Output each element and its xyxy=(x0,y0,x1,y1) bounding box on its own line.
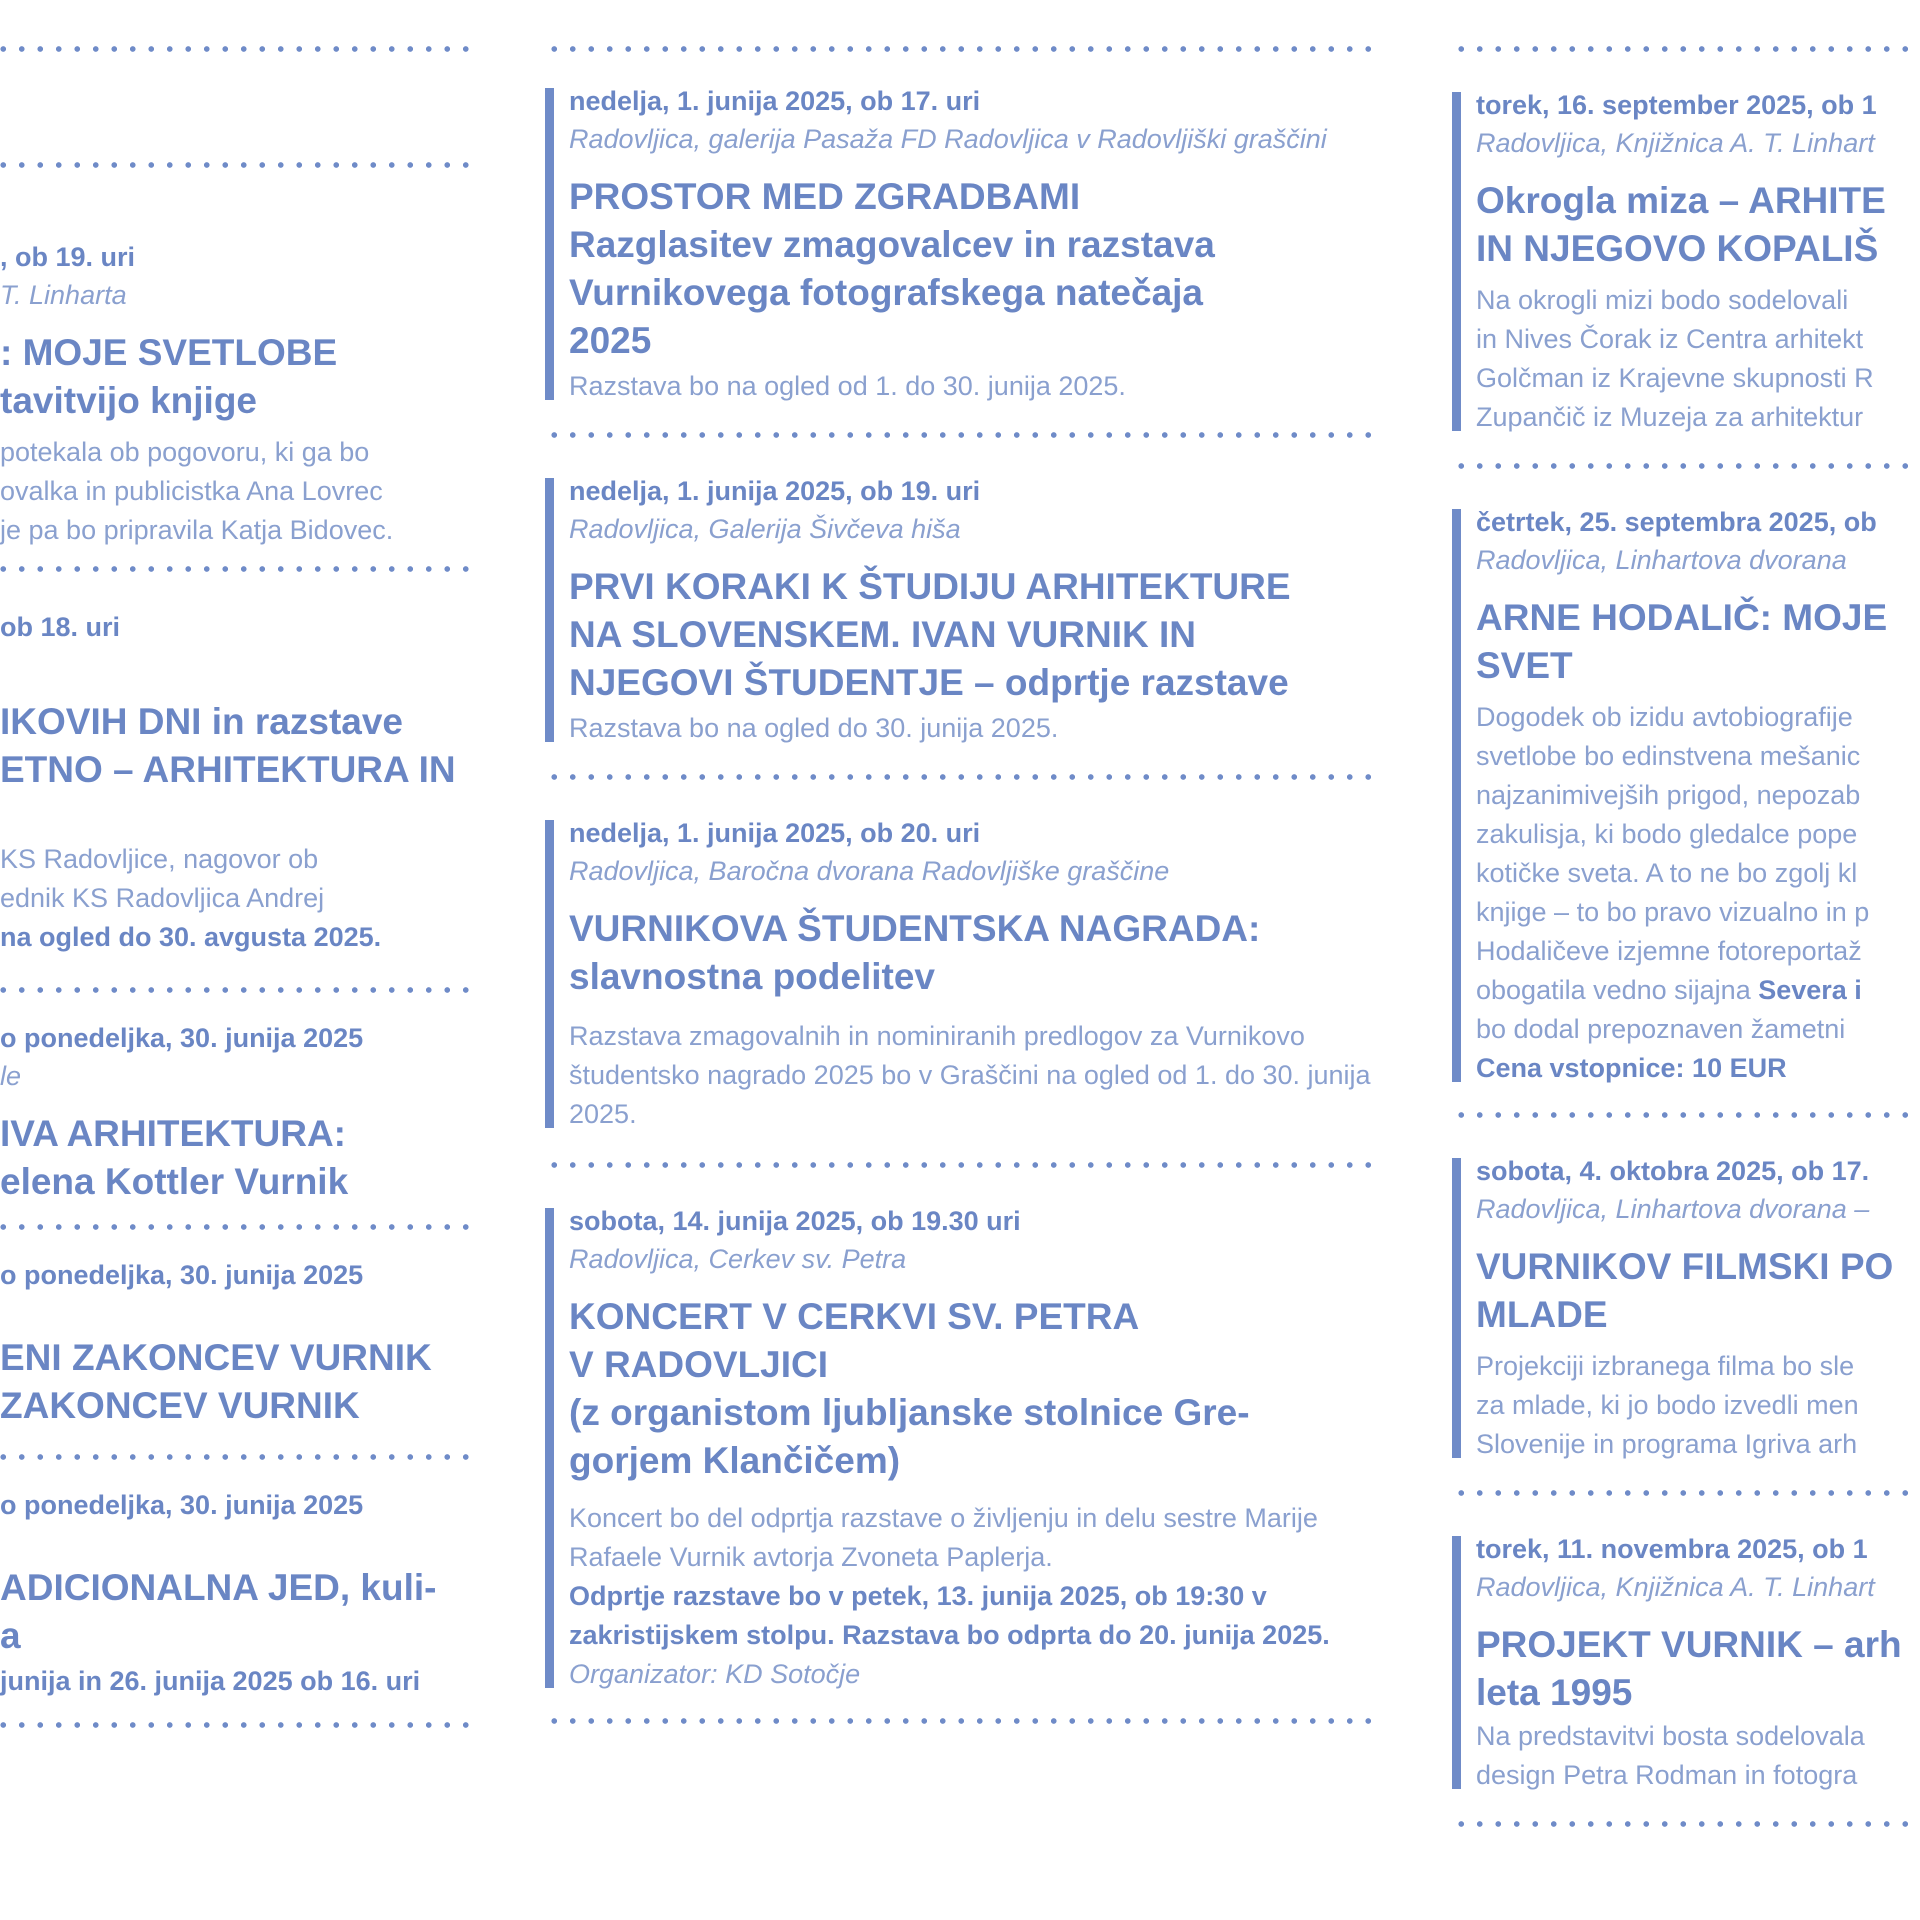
dotted-divider xyxy=(1452,1112,1920,1118)
event-date: četrtek, 25. septembra 2025, ob xyxy=(1476,507,1877,537)
dotted-divider xyxy=(1452,1821,1920,1827)
event-accent-bar xyxy=(1452,1158,1461,1458)
dotted-divider xyxy=(1452,46,1920,52)
event-middle-3 xyxy=(545,814,1375,1134)
event-description: Razstava bo na ogled do 30. junija 2025. xyxy=(569,713,1059,743)
dotted-divider xyxy=(0,566,470,572)
event-right-1 xyxy=(1452,86,1920,437)
ticket-price: Cena vstopnice: 10 EUR xyxy=(1476,1053,1787,1083)
event-organizer: Organizator: KD Sotočje xyxy=(569,1659,861,1689)
event-description: Projekciji izbranega filma bo sle za mlade, ki jo bodo izvedli men Slovenije in programa Igriva arh xyxy=(1476,1351,1859,1459)
event-middle-1 xyxy=(545,82,1375,406)
event-title: PROJEKT VURNIK – arh leta 1995 xyxy=(1476,1624,1902,1713)
event-accent-bar xyxy=(545,1208,554,1688)
event-middle-4 xyxy=(545,1202,1375,1694)
dotted-divider xyxy=(0,46,470,52)
middle-column xyxy=(545,0,1375,1920)
event-location: Radovljica, Linhartova dvorana – xyxy=(1476,1194,1870,1224)
event-title: PROSTOR MED ZGRADBAMI Razglasitev zmagovalcev in razstava Vurnikovega fotografskega natečaja 2025 xyxy=(569,176,1215,361)
event-location: Radovljica, Knjižnica A. T. Linhart xyxy=(1476,128,1875,158)
event-location: Radovljica, Baročna dvorana Radovljiške graščine xyxy=(569,856,1170,886)
event-middle-2 xyxy=(545,472,1375,748)
event-location: Radovljica, Linhartova dvorana xyxy=(1476,545,1847,575)
event-location: le xyxy=(0,1061,22,1091)
event-left-1 xyxy=(0,238,470,550)
event-accent-bar xyxy=(545,478,554,742)
event-location: T. Linharta xyxy=(0,280,127,310)
event-accent-bar xyxy=(1452,1536,1461,1789)
event-date: o ponedeljka, 30. junija 2025 xyxy=(0,1023,364,1053)
dotted-divider xyxy=(0,162,470,168)
event-date: , ob 19. uri xyxy=(0,242,136,272)
dotted-divider xyxy=(545,46,1375,52)
event-right-2 xyxy=(1452,503,1920,1088)
event-date: o ponedeljka, 30. junija 2025 xyxy=(0,1490,364,1520)
event-description: Razstava zmagovalnih in nominiranih predlogov za Vurnikovo študentsko nagrado 2025 bo v Graščini na ogled od 1. do 30. junija 2025. xyxy=(569,1021,1371,1129)
dotted-divider xyxy=(0,1454,470,1460)
event-title: KONCERT V CERKVI SV. PETRA V RADOVLJICI (z organistom ljubljanske stolnice Gre- gorjem Klančičem) xyxy=(569,1296,1250,1481)
dotted-divider xyxy=(545,432,1375,438)
event-description: Razstava bo na ogled od 1. do 30. junija 2025. xyxy=(569,371,1126,401)
event-location: Radovljica, Knjižnica A. T. Linhart xyxy=(1476,1572,1875,1602)
event-title: ADICIONALNA JED, kuli- a xyxy=(0,1567,437,1656)
event-date: torek, 11. novembra 2025, ob 1 xyxy=(1476,1534,1868,1564)
event-accent-bar xyxy=(545,820,554,1128)
event-title: VURNIKOV FILMSKI PO MLADE xyxy=(1476,1246,1894,1335)
event-right-3 xyxy=(1452,1152,1920,1464)
event-accent-bar xyxy=(1452,509,1461,1082)
dotted-divider xyxy=(545,1718,1375,1724)
event-description: Na okrogli mizi bodo sodelovali in Nives Čorak iz Centra arhitekt Golčman iz Krajevne skupnosti R Zupančič iz Muzeja za arhitektur xyxy=(1476,285,1874,432)
event-description: Koncert bo del odprtja razstave o življenju in delu sestre Marije Rafaele Vurnik avtorja Zvoneta Paplerja. xyxy=(569,1503,1318,1572)
dotted-divider xyxy=(0,987,470,993)
event-title: ARNE HODALIČ: MOJE SVET xyxy=(1476,597,1888,686)
event-description: Dogodek ob izidu avtobiografije svetlobe bo edinstvena mešanic najzanimivejših prigod, nepozab zakulisja, ki bodo gledalce pope kotičke sveta. A to ne bo zgolj kl knjige – to bo pravo vizualno in p Hodaličeve izjemne fotoreportaž obogatila vedno sijajna Severa i bo dodal prepoznaven žametni Cena vstopnice: 10 EUR xyxy=(1476,698,1920,1088)
event-date: ob 18. uri xyxy=(0,612,121,642)
right-column xyxy=(1452,0,1920,1920)
left-column xyxy=(0,0,470,1920)
event-title: PRVI KORAKI K ŠTUDIJU ARHITEKTURE NA SLOVENSKEM. IVAN VURNIK IN NJEGOVI ŠTUDENTJE – odprtje razstave xyxy=(569,566,1291,703)
event-date-extra: junija in 26. junija 2025 ob 16. uri xyxy=(0,1666,421,1696)
event-description: KS Radovljice, nagovor ob ednik KS Radovljica Andrej na ogled do 30. avgusta 2025. xyxy=(0,844,382,952)
event-date: o ponedeljka, 30. junija 2025 xyxy=(0,1260,364,1290)
event-accent-bar xyxy=(1452,92,1461,431)
event-left-4 xyxy=(0,1256,470,1430)
event-date: torek, 16. september 2025, ob 1 xyxy=(1476,90,1877,120)
event-title: ENI ZAKONCEV VURNIK ZAKONCEV VURNIK xyxy=(0,1337,432,1426)
event-accent-bar xyxy=(545,88,554,400)
event-location: Radovljica, Cerkev sv. Petra xyxy=(569,1244,907,1274)
event-date: nedelja, 1. junija 2025, ob 17. uri xyxy=(569,86,981,116)
event-location: Radovljica, galerija Pasaža FD Radovljica v Radovljiški graščini xyxy=(569,124,1327,154)
dotted-divider xyxy=(1452,463,1920,469)
event-left-3 xyxy=(0,1019,470,1206)
event-date: nedelja, 1. junija 2025, ob 19. uri xyxy=(569,476,981,506)
event-title: VURNIKOVA ŠTUDENTSKA NAGRADA: slavnostna podelitev xyxy=(569,908,1261,997)
event-description: Na predstavitvi bosta sodelovala design Petra Rodman in fotogra xyxy=(1476,1721,1865,1790)
event-opening-note: Odprtje razstave bo v petek, 13. junija 2025, ob 19:30 v zakristijskem stolpu. Razstava bo odprta do 20. junija 2025. xyxy=(569,1581,1330,1650)
event-title: IKOVIH DNI in razstave ETNO – ARHITEKTURA IN xyxy=(0,701,456,790)
event-date: sobota, 4. oktobra 2025, ob 17. xyxy=(1476,1156,1870,1186)
event-right-4 xyxy=(1452,1530,1920,1795)
event-date: sobota, 14. junija 2025, ob 19.30 uri xyxy=(569,1206,1021,1236)
dotted-divider xyxy=(0,1722,470,1728)
event-description: potekala ob pogovoru, ki ga bo ovalka in publicistka Ana Lovrec je pa bo pripravila Katja Bidovec. xyxy=(0,437,394,545)
event-title: : MOJE SVETLOBE tavitvijo knjige xyxy=(0,332,338,421)
event-location: Radovljica, Galerija Šivčeva hiša xyxy=(569,514,961,544)
dotted-divider xyxy=(545,774,1375,780)
dotted-divider xyxy=(545,1162,1375,1168)
event-title: IVA ARHITEKTURA: elena Kottler Vurnik xyxy=(0,1113,349,1202)
event-date: nedelja, 1. junija 2025, ob 20. uri xyxy=(569,818,981,848)
event-title: Okrogla miza – ARHITE IN NJEGOVO KOPALIŠ xyxy=(1476,180,1886,269)
event-left-5 xyxy=(0,1486,470,1700)
dotted-divider xyxy=(0,1224,470,1230)
event-left-2 xyxy=(0,608,470,957)
dotted-divider xyxy=(1452,1490,1920,1496)
